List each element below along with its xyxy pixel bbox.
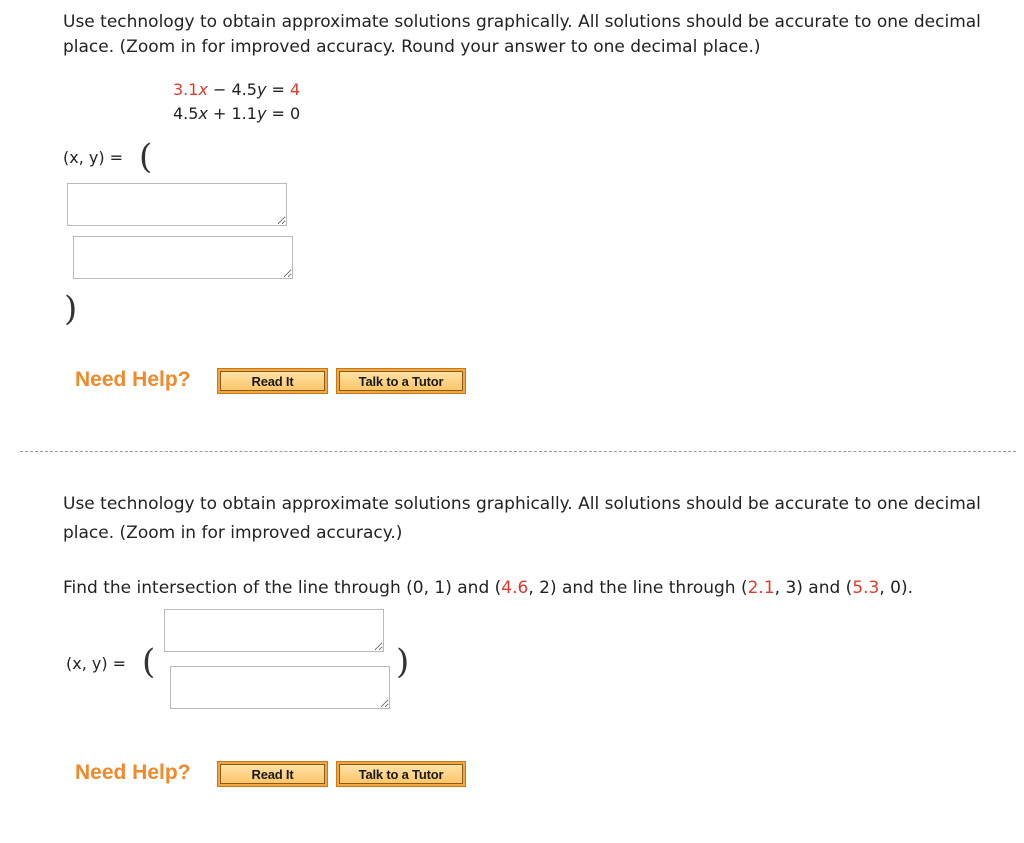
q2-instructions: Use technology to obtain approximate solutions graphically. All solutions should be accurate to one decimal place. (Zoom in for improved accuracy.) (63, 494, 981, 543)
q1-eq2-coef-a: 4.5 (173, 104, 199, 123)
q2-find-part-1: Find the intersection of the line through (0, 1) and ( (63, 578, 502, 598)
q2-read-it-button[interactable] (217, 761, 328, 787)
q1-eq1-coef-a: 3.1 (173, 80, 199, 99)
q2-open-paren: ( (142, 642, 156, 682)
q1-eq2-var-x: x (198, 104, 208, 123)
q1-eq1-var-y: y (256, 80, 267, 99)
q1-open-paren: ( (139, 137, 153, 177)
q1-eq2-rhs: 0 (290, 104, 301, 123)
q2-answer-y-input[interactable] (170, 666, 390, 709)
q2-xy-label: (x, y) = (66, 654, 127, 673)
q2-find-value-2: 2.1 (747, 578, 775, 598)
q1-eq1-var-x: x (198, 80, 208, 99)
q2-find-part-4: , 0). (879, 578, 914, 598)
q2-find-part-2: , 2) and the line through ( (528, 578, 748, 598)
q1-eq2-var-y: y (256, 104, 267, 123)
q1-eq1-op: − 4.5 (207, 80, 257, 99)
q2-talk-tutor-button[interactable] (336, 761, 466, 787)
q2-read-it-label: Read It (220, 764, 325, 784)
q1-eq2-op: + 1.1 (207, 104, 257, 123)
question-divider (20, 451, 1016, 452)
q2-talk-tutor-label: Talk to a Tutor (339, 764, 463, 784)
q2-need-help-label: Need Help? (75, 761, 191, 784)
q1-need-help-label: Need Help? (75, 368, 191, 391)
q2-find-statement (63, 576, 913, 601)
q2-find-value-1: 4.6 (501, 578, 529, 598)
q2-answer-x-input[interactable] (164, 609, 384, 652)
q1-eq2-equals: = (266, 104, 290, 123)
q1-close-paren: ) (64, 289, 78, 329)
q1-equation-1 (173, 80, 300, 99)
q1-eq1-equals: = (266, 80, 290, 99)
q1-read-it-button[interactable] (217, 368, 328, 394)
q1-talk-tutor-label: Talk to a Tutor (339, 371, 463, 391)
q1-xy-label: (x, y) = (63, 148, 124, 167)
q1-answer-y-input[interactable] (73, 236, 293, 279)
q1-read-it-label: Read It (220, 371, 325, 391)
q1-answer-x-input[interactable] (67, 183, 287, 226)
q1-instructions: Use technology to obtain approximate solutions graphically. All solutions should be accurate to one decimal place. (Zoom in for improved accuracy. Round your answer to one decimal place.) (63, 12, 981, 57)
q2-find-part-3: , 3) and ( (774, 578, 853, 598)
q2-close-paren: ) (396, 642, 410, 682)
q1-equation-2 (173, 104, 300, 123)
q1-eq1-rhs: 4 (290, 80, 301, 99)
q1-talk-tutor-button[interactable] (336, 368, 466, 394)
q2-find-value-3: 5.3 (852, 578, 880, 598)
